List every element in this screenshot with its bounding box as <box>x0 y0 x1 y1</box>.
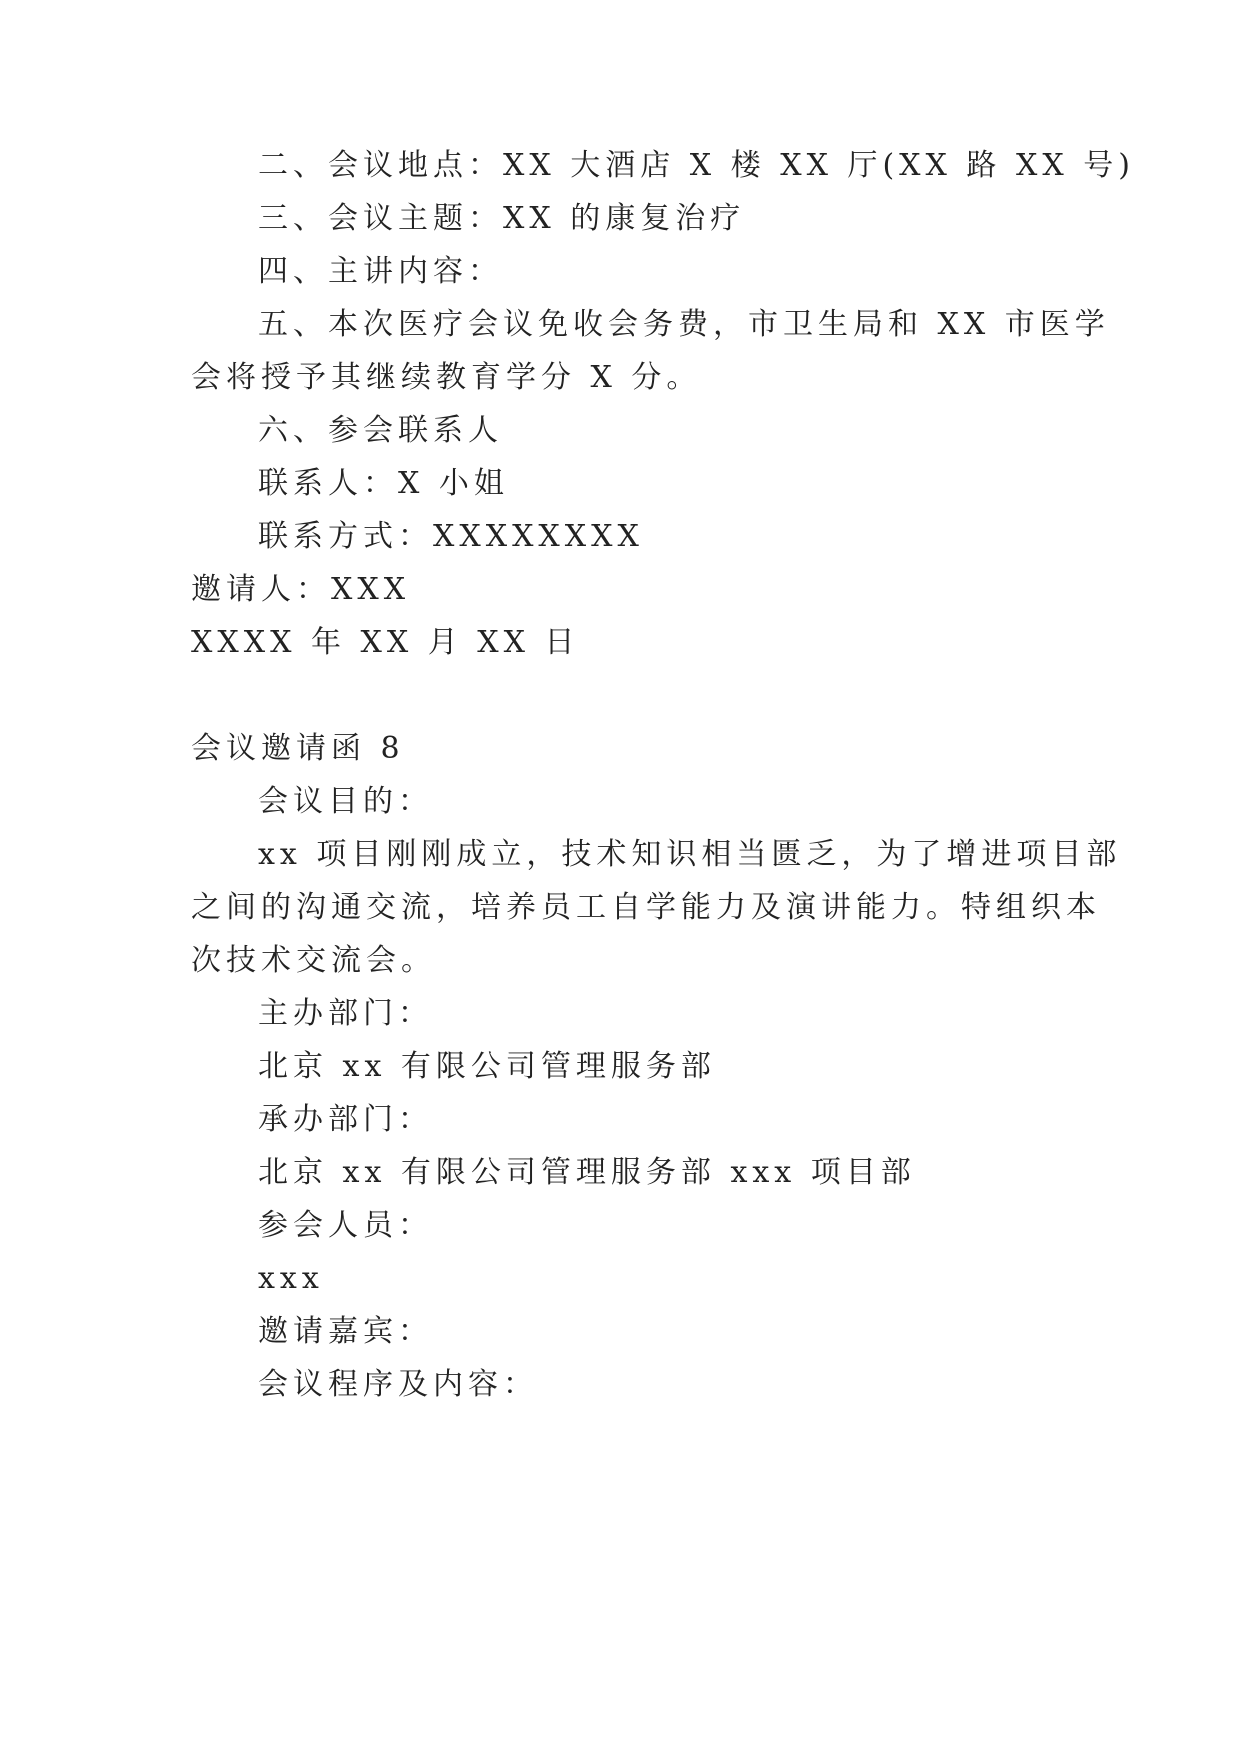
inviter-line: 邀请人：XXX <box>191 572 411 607</box>
organizer-value: 北京 xx 有限公司管理服务部 xxx 项目部 <box>258 1155 916 1190</box>
organizer-heading: 承办部门： <box>258 1102 433 1137</box>
contact-heading: 六、参会联系人 <box>258 413 503 448</box>
purpose-line-3: 次技术交流会。 <box>191 943 436 978</box>
guests-heading: 邀请嘉宾： <box>258 1314 433 1349</box>
speech-content-line: 四、主讲内容： <box>258 254 503 289</box>
host-value: 北京 xx 有限公司管理服务部 <box>258 1049 716 1084</box>
fee-line-2: 会将授予其继续教育学分 X 分。 <box>191 360 702 395</box>
attendees-heading: 参会人员： <box>258 1208 433 1243</box>
contact-person-line: 联系人：X 小姐 <box>258 466 509 501</box>
venue-line: 二、会议地点：XX 大酒店 X 楼 XX 厅(XX 路 XX 号) <box>258 148 1135 183</box>
agenda-heading: 会议程序及内容： <box>258 1367 538 1402</box>
purpose-line-1: xx 项目刚刚成立，技术知识相当匮乏，为了增进项目部 <box>258 837 1122 872</box>
theme-line: 三、会议主题：XX 的康复治疗 <box>258 201 746 236</box>
section-title: 会议邀请函 8 <box>191 731 405 766</box>
purpose-heading: 会议目的： <box>258 784 433 819</box>
host-heading: 主办部门： <box>258 996 433 1031</box>
attendees-value: xxx <box>258 1261 324 1296</box>
contact-method-line: 联系方式：XXXXXXXX <box>258 519 644 554</box>
date-line: XXXX 年 XX 月 XX 日 <box>191 625 580 660</box>
fee-line-1: 五、本次医疗会议免收会务费，市卫生局和 XX 市医学 <box>258 307 1110 342</box>
purpose-line-2: 之间的沟通交流，培养员工自学能力及演讲能力。特组织本 <box>191 890 1101 925</box>
